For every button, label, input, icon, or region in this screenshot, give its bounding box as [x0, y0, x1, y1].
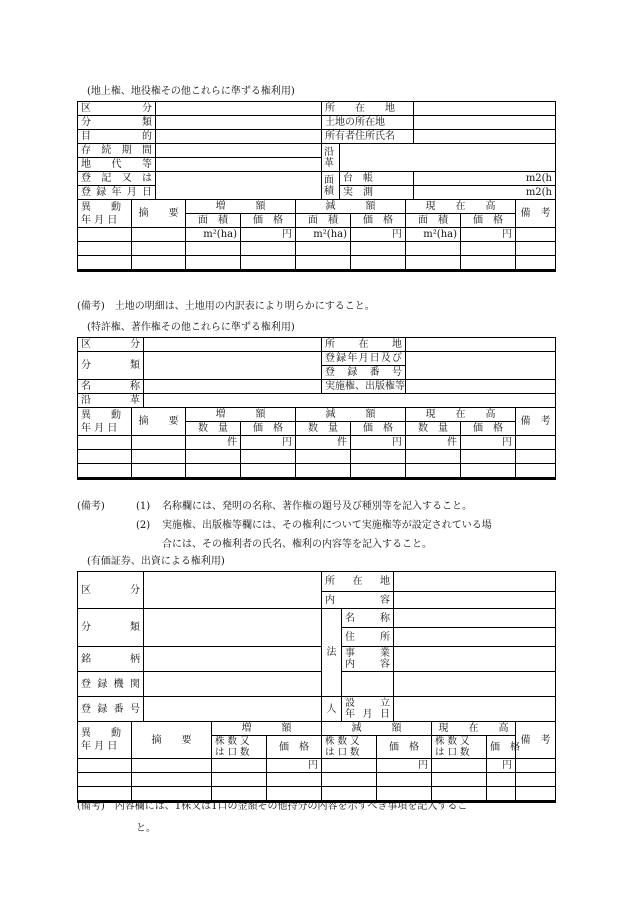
cell[interactable] — [78, 759, 132, 773]
label-menseki: 面 積 — [322, 172, 340, 200]
field-land-location[interactable] — [414, 116, 556, 130]
label-mokuteki: 目 的 — [78, 130, 156, 144]
label-shozaichi: 所 在 地 — [322, 102, 414, 116]
cell-unit[interactable]: 円 — [351, 436, 406, 450]
sub-price: 価 格 — [487, 736, 516, 759]
label-hojin-business: 事 業 内 容 — [342, 647, 394, 672]
cell-unit[interactable]: 円 — [377, 759, 432, 773]
field-kubun[interactable] — [144, 572, 322, 609]
field-hojin-founded[interactable] — [394, 697, 556, 722]
field-kubun[interactable] — [144, 338, 322, 352]
label-owner: 所有者住所氏名 — [322, 130, 414, 144]
sub-price: 価 格 — [267, 736, 322, 759]
col-decrease: 減 額 — [322, 722, 432, 736]
section2-note2a: 実施権、出版権等欄には、その権利について実施権等が設定されている場 — [162, 520, 492, 531]
field-meigara[interactable] — [144, 647, 322, 672]
label-shozaichi: 所 在 地 — [322, 572, 394, 592]
field-enkaku[interactable] — [144, 394, 556, 408]
label-hojin-address: 住 所 — [342, 628, 394, 647]
sub-shares: 株 数 又 は 口 数 — [322, 736, 377, 759]
col-decrease: 減 額 — [296, 408, 406, 422]
field-bunrui[interactable] — [156, 116, 322, 130]
cell-unit[interactable]: m²(ha) — [406, 228, 461, 242]
cell[interactable] — [516, 228, 556, 242]
field-rent[interactable] — [156, 158, 322, 172]
sub-area: 面 積 — [186, 214, 241, 228]
label-reg-date: 登録年月日及び — [322, 352, 406, 366]
col-summary: 摘 要 — [132, 408, 186, 436]
section1-caption: (地上権、地役権その他これらに準ずる権利用) — [87, 86, 295, 97]
col-remarks: 備 考 — [516, 200, 556, 228]
field-reg-agency[interactable] — [144, 672, 322, 697]
field-hojin-address[interactable] — [394, 628, 556, 647]
sub-area: 面 積 — [296, 214, 351, 228]
sub-price: 価 格 — [241, 422, 296, 436]
label-jissoku: 実 測 — [340, 186, 414, 200]
securities-form — [77, 571, 555, 803]
label-land-location: 土地の所在地 — [322, 116, 414, 130]
label-hojin-name: 名 称 — [342, 609, 394, 628]
field-bunrui[interactable] — [144, 609, 322, 647]
label-bunrui: 分 類 — [78, 609, 144, 647]
section2-note-head: (備考) — [77, 501, 105, 512]
label-registration: 登 記 又 は — [78, 172, 156, 186]
cell-unit[interactable]: 件 — [186, 436, 241, 450]
label-duration: 存続期間 — [78, 144, 156, 158]
sub-qty: 数 量 — [186, 422, 241, 436]
cell[interactable] — [516, 759, 556, 773]
cell-unit[interactable]: 円 — [461, 436, 516, 450]
cell[interactable] — [516, 436, 556, 450]
label-rent: 地 代 等 — [78, 158, 156, 172]
sub-shares: 株 数 又 は 口 数 — [212, 736, 267, 759]
col-date: 異 動 年 月 日 — [78, 200, 132, 228]
sub-qty: 数 量 — [296, 422, 351, 436]
sub-price: 価 格 — [351, 214, 406, 228]
field-registration[interactable] — [156, 172, 322, 200]
section1-note: (備考) 土地の明細は、土地用の内訳表により明らかにすること。 — [77, 301, 375, 312]
section2-note1: 名称欄には、発明の名称、著作権の題号及び種別等を記入すること。 — [162, 501, 472, 512]
cell[interactable] — [432, 759, 487, 773]
label-reg-number: 登録番号 — [78, 697, 144, 722]
sub-qty: 数 量 — [406, 422, 461, 436]
field-enkaku[interactable] — [340, 144, 556, 172]
field-naiyo[interactable] — [394, 592, 556, 609]
section3-note-line2: と。 — [136, 823, 156, 834]
field-hojin-business-cont2[interactable] — [394, 672, 556, 697]
cell[interactable] — [212, 759, 267, 773]
col-current: 現 在 高 — [406, 200, 516, 214]
sub-shares: 株 数 又 は 口 数 — [432, 736, 487, 759]
section2-note2b: 合には、その権利者の氏名、権利の内容等を記入すること。 — [162, 539, 432, 550]
sub-price: 価 格 — [461, 422, 516, 436]
label-meisho: 名 称 — [78, 380, 144, 394]
field-owner[interactable] — [414, 130, 556, 144]
col-remarks: 備 考 — [516, 408, 556, 436]
label-kubun: 区 分 — [78, 338, 144, 352]
field-kubun[interactable] — [156, 102, 322, 116]
field-hojin-business[interactable] — [394, 647, 556, 672]
cell-unit[interactable]: m²(ha) — [186, 228, 241, 242]
label-shozaichi: 所 在 地 — [322, 338, 406, 352]
label-daicho: 台 帳 — [340, 172, 414, 186]
cell-unit[interactable]: 円 — [351, 228, 406, 242]
label-hojin-bottom: 人 — [322, 697, 342, 722]
cell[interactable] — [322, 759, 377, 773]
col-summary: 摘 要 — [132, 722, 212, 759]
section2-note1-num: (1) — [136, 501, 151, 512]
field-mokuteki[interactable] — [156, 130, 322, 144]
col-increase: 増 額 — [212, 722, 322, 736]
label-meigara: 銘 柄 — [78, 647, 144, 672]
label-hojin-founded: 設 立 年 月 日 — [342, 697, 394, 722]
cell-unit[interactable]: 円 — [241, 228, 296, 242]
field-jissoku[interactable]: m2(h — [414, 186, 556, 200]
field-shozaichi[interactable] — [414, 102, 556, 116]
col-date: 異 動 年 月 日 — [78, 408, 132, 436]
field-daicho[interactable]: m2(h — [414, 172, 556, 186]
col-remarks: 備 考 — [516, 722, 556, 759]
label-kubun: 区 分 — [78, 102, 156, 116]
col-current: 現 在 高 — [432, 722, 516, 736]
label-hojin-top: 法 — [322, 609, 342, 697]
cell[interactable] — [78, 228, 132, 242]
cell[interactable] — [132, 228, 186, 242]
label-registration-date: 登録年月日 — [78, 186, 156, 200]
section2-caption: (特許権、著作権その他これらに準ずる権利用) — [87, 322, 295, 333]
cell-unit[interactable]: m²(ha) — [296, 228, 351, 242]
label-bunrui: 分 類 — [78, 116, 156, 130]
field-license[interactable] — [406, 380, 556, 394]
label-kubun: 区 分 — [78, 572, 144, 609]
section2-note2-num: (2) — [136, 520, 151, 531]
label-reg-agency: 登録機関 — [78, 672, 144, 697]
col-increase: 増 額 — [186, 200, 296, 214]
col-current: 現 在 高 — [406, 408, 516, 422]
section3-note-line1: (備考) 内容欄には、1株又は1口の金額その他持分の内容を示すべき事項を記入するこ — [77, 801, 468, 812]
col-decrease: 減 額 — [296, 200, 406, 214]
label-license: 実施権、出版権等 — [322, 380, 406, 394]
cell-unit[interactable]: 件 — [406, 436, 461, 450]
field-reg-number[interactable] — [144, 697, 322, 722]
section3-caption: (有価証券、出資による権利用) — [87, 556, 225, 567]
land-rights-form — [77, 101, 555, 272]
label-naiyo: 内 容 — [322, 592, 394, 609]
label-bunrui: 分 類 — [78, 352, 144, 380]
label-enkaku: 沿 革 — [322, 144, 340, 172]
label-enkaku: 沿 革 — [78, 394, 144, 408]
cell-unit[interactable]: 円 — [487, 759, 516, 773]
field-shozaichi[interactable] — [406, 338, 556, 352]
sub-price: 価 格 — [461, 214, 516, 228]
field-hojin-business-cont[interactable] — [342, 672, 394, 697]
sub-area: 面 積 — [406, 214, 461, 228]
field-hojin-name[interactable] — [394, 609, 556, 628]
cell[interactable] — [78, 436, 132, 450]
field-shozaichi[interactable] — [394, 572, 556, 592]
cell-unit[interactable]: 件 — [296, 436, 351, 450]
patent-rights-form — [77, 337, 555, 480]
field-bunrui[interactable] — [144, 352, 322, 380]
cell-unit[interactable]: 円 — [241, 436, 296, 450]
field-reg-number[interactable] — [406, 352, 556, 380]
field-duration[interactable] — [156, 144, 322, 158]
col-date: 異 動 年 月 日 — [78, 722, 132, 759]
field-meisho[interactable] — [144, 380, 322, 394]
col-increase: 増 額 — [186, 408, 296, 422]
sub-price: 価 格 — [241, 214, 296, 228]
cell-unit[interactable]: 円 — [267, 759, 322, 773]
cell-unit[interactable]: 円 — [461, 228, 516, 242]
label-reg-number: 登 録 番 号 — [322, 366, 406, 380]
col-summary: 摘 要 — [132, 200, 186, 228]
sub-price: 価 格 — [377, 736, 432, 759]
cell[interactable] — [132, 436, 186, 450]
cell[interactable] — [132, 759, 212, 773]
sub-price: 価 格 — [351, 422, 406, 436]
